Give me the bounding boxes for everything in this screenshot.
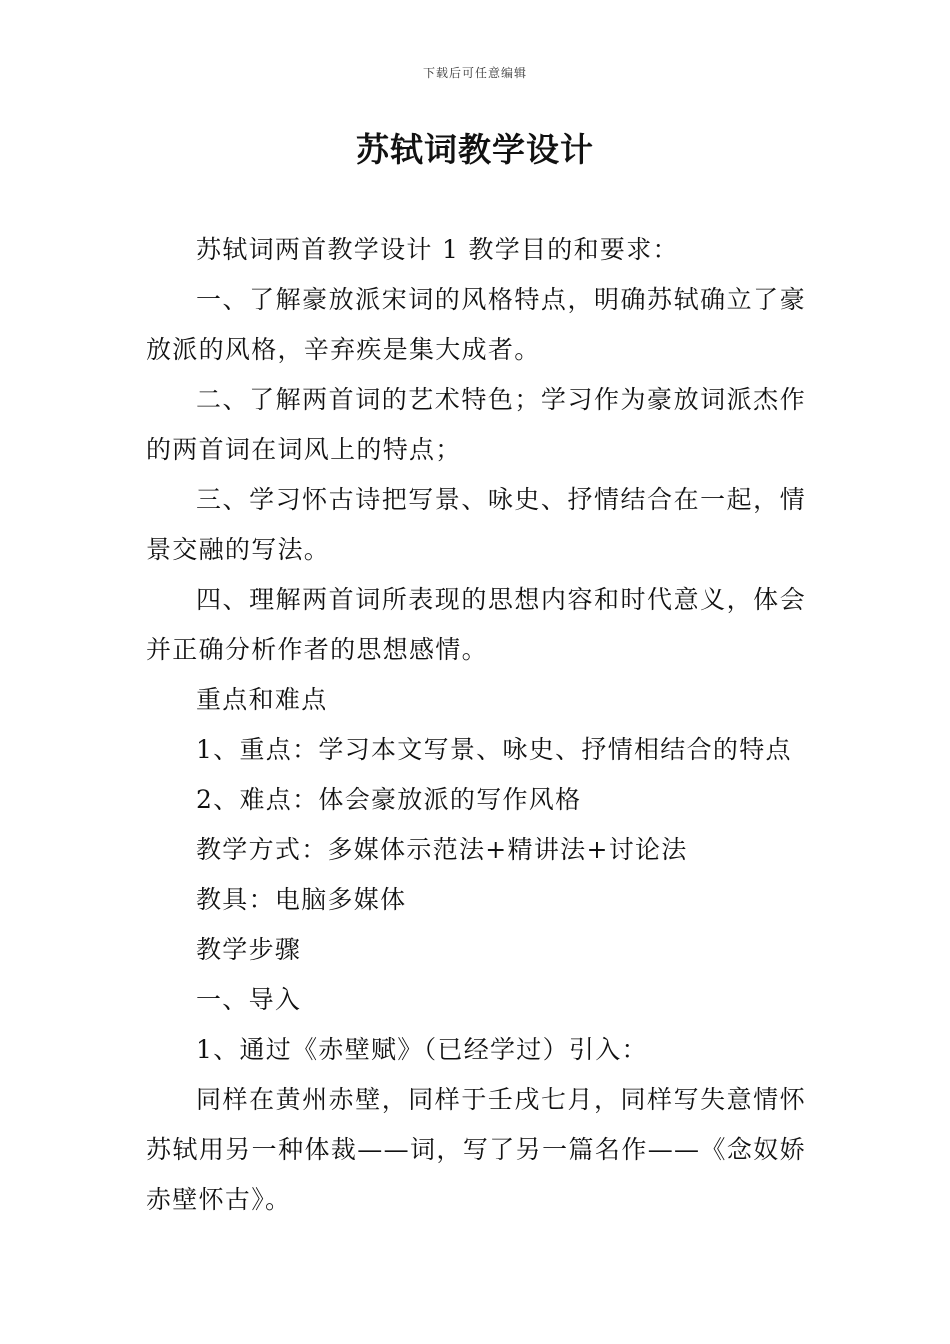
paragraph: 三、学习怀古诗把写景、咏史、抒情结合在一起，情景交融的写法。 (146, 485, 806, 564)
paragraph: 教学步骤 (196, 935, 302, 964)
paragraph: 2、难点：体会豪放派的写作风格 (196, 785, 582, 814)
paragraph: 1、重点：学习本文写景、咏史、抒情相结合的特点 (196, 735, 792, 764)
paragraph: 1、通过《赤壁赋》（已经学过）引入： (196, 1035, 648, 1064)
paragraph: 一、了解豪放派宋词的风格特点，明确苏轼确立了豪放派的风格，辛弃疾是集大成者。 (146, 285, 806, 364)
paragraph: 苏轼词两首教学设计 1 教学目的和要求： (196, 235, 679, 264)
paragraph: 教学方式：多媒体示范法+精讲法+讨论法 (196, 835, 688, 864)
paragraph: 二、了解两首词的艺术特色；学习作为豪放词派杰作的两首词在词风上的特点； (146, 385, 806, 464)
paragraph: 重点和难点 (196, 685, 328, 714)
paragraph: 四、理解两首词所表现的思想内容和时代意义，体会并正确分析作者的思想感情。 (146, 585, 806, 664)
document-body (146, 225, 806, 1225)
paragraph: 教具：电脑多媒体 (196, 885, 407, 914)
header-note: 下载后可任意编辑 (422, 66, 527, 80)
paragraph: 同样在黄州赤壁，同样于壬戌七月，同样写失意情怀苏轼用另一种体裁——词，写了另一篇名作——《念奴娇赤壁怀古》。 (146, 1085, 806, 1214)
document-title: 苏轼词教学设计 (356, 130, 594, 169)
paragraph: 一、导入 (196, 985, 302, 1014)
